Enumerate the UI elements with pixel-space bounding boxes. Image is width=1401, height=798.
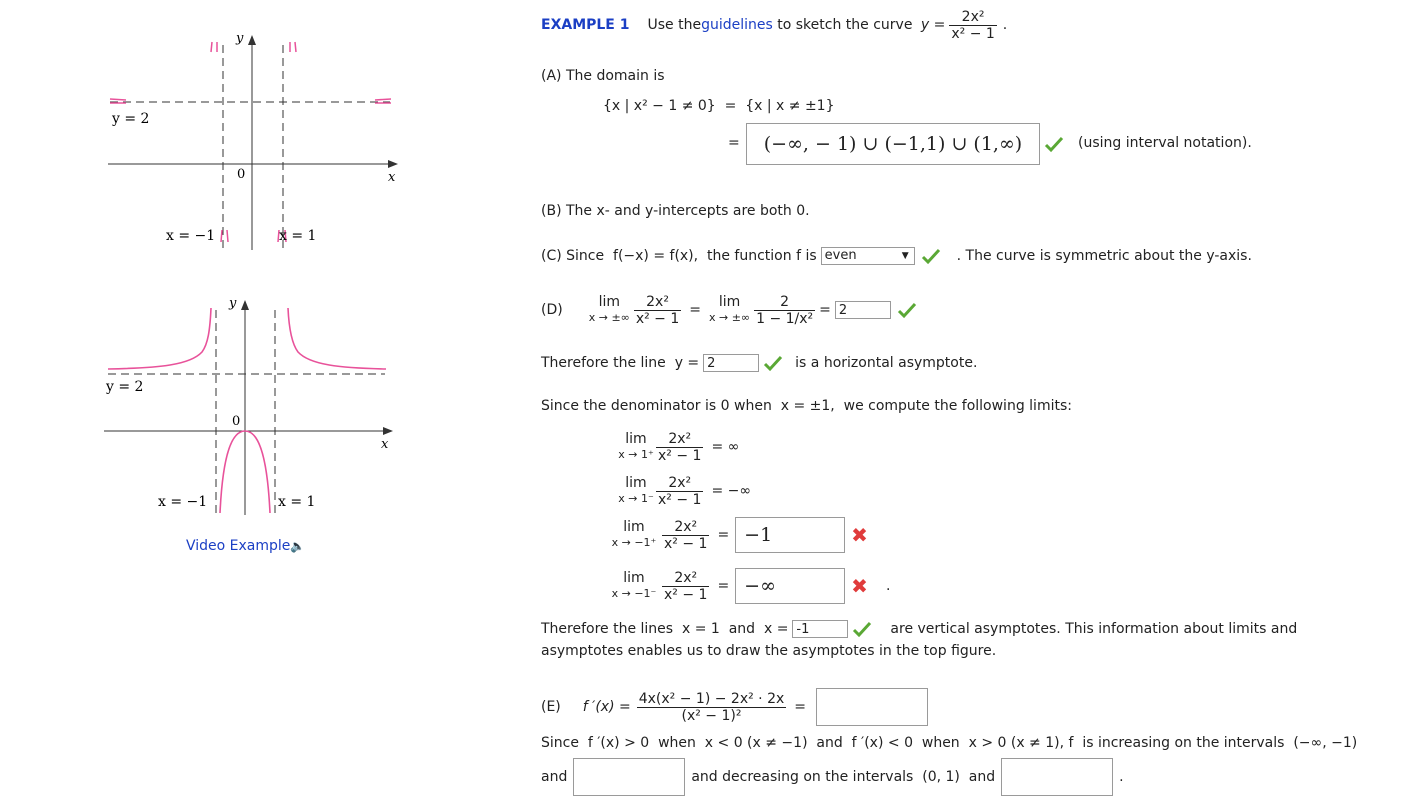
bottom-graph bbox=[100, 290, 410, 520]
domain-answer-input[interactable]: (−∞, − 1) ∪ (−1,1) ∪ (1,∞) bbox=[746, 123, 1040, 165]
domain-set: {x | x² − 1 ≠ 0} = {x | x ≠ ±1} bbox=[603, 98, 835, 114]
limit-row-4: lim x → −1⁻ $\frac{\text{2x²}}{\text{x² − 1}}$ = −∞ ✖ . bbox=[611, 569, 891, 603]
part-e-derivative: (E) f ′(x) = $\frac{\text{4x(x² − 1) − 2x² · 2x}}{\text{(x² − 1)²}}$ = bbox=[541, 688, 928, 726]
origin-label: 0 bbox=[237, 167, 246, 182]
v-asymptote-right-label: x = 1 bbox=[278, 494, 316, 510]
part-c: (C) Since f(−x) = f(x), the function f is even ▼ . The curve is symmetric about the y-axis. bbox=[541, 248, 1252, 264]
y-axis-label: y bbox=[229, 296, 237, 311]
asymptote-text-line2: asymptotes enables us to draw the asymptotes in the top figure. bbox=[541, 643, 997, 659]
parity-select[interactable]: even ▼ bbox=[821, 247, 915, 265]
x-axis-label: x bbox=[381, 437, 389, 452]
part-d-limit: (D) lim x → ±∞ $\frac{\text{2x²}}{\text{x² − 1}}$ = lim x → ±∞ $\frac{2}{\text{1 − 1/x²}}$ = 2 bbox=[541, 290, 917, 330]
limit-answer-input[interactable]: 2 bbox=[835, 301, 891, 319]
v-asymptote-right-label: x = 1 bbox=[279, 228, 317, 244]
limit-answer-input-3[interactable]: −1 bbox=[735, 517, 845, 553]
limit-row-3: lim x → −1⁺ $\frac{\text{2x²}}{\text{x² − 1}}$ = −1 ✖ bbox=[611, 518, 868, 552]
vertical-asymptote-input[interactable]: -1 bbox=[792, 620, 848, 638]
dropdown-arrow-icon: ▼ bbox=[901, 251, 909, 261]
horizontal-asymptote-input[interactable]: 2 bbox=[703, 354, 759, 372]
increasing-interval-input[interactable] bbox=[573, 758, 685, 796]
guidelines-link[interactable]: guidelines bbox=[701, 17, 773, 33]
v-asymptote-left-label: x = −1 bbox=[166, 228, 216, 244]
check-icon bbox=[921, 247, 941, 265]
top-graph bbox=[100, 25, 410, 255]
h-asymptote-label: y = 2 bbox=[112, 111, 150, 127]
video-example-link[interactable]: Video Example🔈 bbox=[186, 538, 306, 554]
limit-row-1: lim x → 1⁺ $\frac{\text{2x²}}{\text{x² − 1}}$ = ∞ bbox=[618, 430, 740, 464]
y-axis-label: y bbox=[236, 31, 244, 46]
part-a-heading: (A) The domain is bbox=[541, 68, 665, 84]
denominator-text: Since the denominator is 0 when x = ±1, we compute the following limits: bbox=[541, 398, 1072, 414]
x-axis-label: x bbox=[388, 170, 396, 185]
cross-icon: ✖ bbox=[851, 523, 868, 547]
example-header: EXAMPLE 1 Use the guidelines to sketch the curve y = $\frac{\text{2x²}}{\text{x² − 1}}$ . bbox=[541, 8, 1008, 42]
check-icon bbox=[897, 301, 917, 319]
increasing-text: Since f ′(x) > 0 when x < 0 (x ≠ −1) and f ′(x) < 0 when x > 0 (x ≠ 1), f is increasing on the intervals (−∞, −1) bbox=[541, 735, 1358, 751]
part-b-text: (B) The x- and y-intercepts are both 0. bbox=[541, 203, 810, 219]
h-asymptote-label: y = 2 bbox=[106, 379, 144, 395]
v-asymptote-left-label: x = −1 bbox=[158, 494, 208, 510]
limit-row-2: lim x → 1⁻ $\frac{\text{2x²}}{\text{x² − 1}}$ = −∞ bbox=[618, 474, 752, 508]
interval-note: (using interval notation). bbox=[1078, 135, 1252, 151]
speaker-icon: 🔈 bbox=[290, 539, 306, 553]
check-icon bbox=[852, 620, 872, 638]
intervals-line: and and decreasing on the intervals (0, 1) and . bbox=[541, 758, 1124, 796]
decreasing-interval-input[interactable] bbox=[1001, 758, 1113, 796]
origin-label: 0 bbox=[232, 414, 241, 429]
limit-answer-input-4[interactable]: −∞ bbox=[735, 568, 845, 604]
derivative-answer-input[interactable] bbox=[816, 688, 928, 726]
vertical-asymptote-line: Therefore the lines x = 1 and x = -1 are vertical asymptotes. This information about limits and bbox=[541, 621, 1298, 637]
check-icon bbox=[1044, 135, 1064, 153]
example-label: EXAMPLE 1 bbox=[541, 17, 630, 33]
check-icon bbox=[763, 354, 783, 372]
cross-icon: ✖ bbox=[851, 574, 868, 598]
curve-fraction: $\frac{\text{2x²}}{\text{x² − 1}}$ bbox=[951, 8, 995, 42]
horizontal-asymptote-line: Therefore the line y = 2 is a horizontal asymptote. bbox=[541, 355, 978, 371]
